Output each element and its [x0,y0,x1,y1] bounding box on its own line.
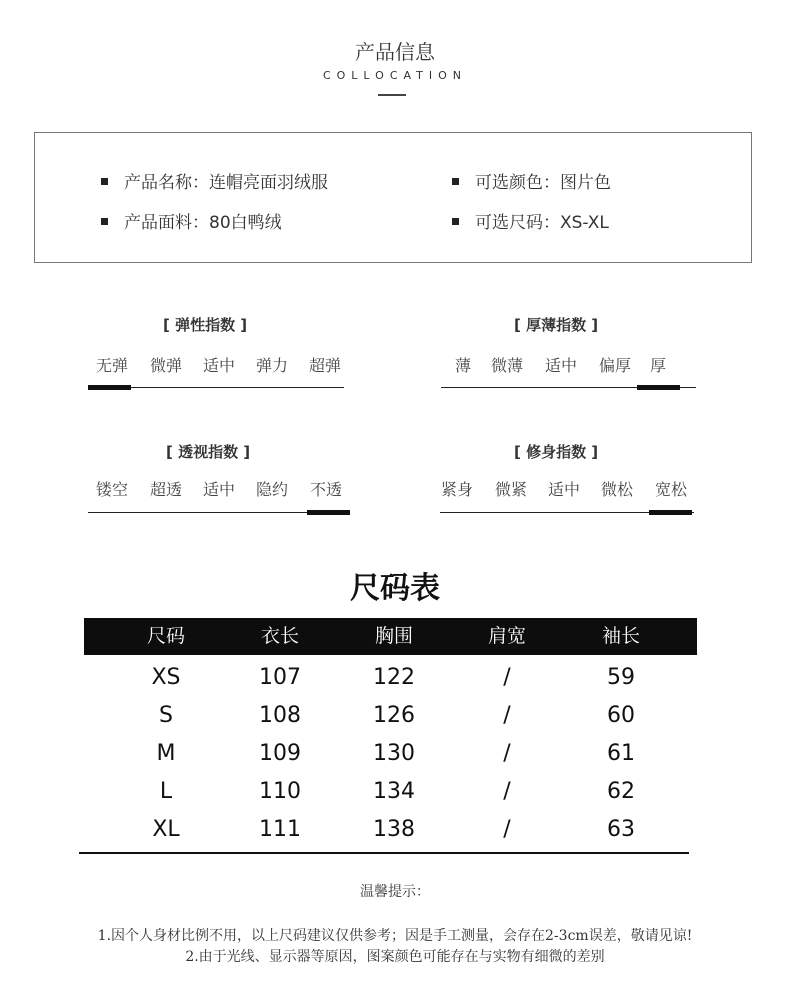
table-cell: / [503,741,511,766]
table-cell: 60 [607,703,635,728]
bullet-icon [101,218,108,225]
table-cell: L [159,779,173,804]
scale-title-thickness: [ 厚薄指数 ] [514,316,599,334]
bullet-icon [452,178,459,185]
notes-title: 温馨提示： [360,884,430,900]
column-header: 袖长 [601,625,640,647]
table-cell: / [503,779,511,804]
bullet-icon [101,178,108,185]
info-item-color [452,168,611,193]
scale-option: 微弹 [149,356,182,375]
table-cell: 111 [259,817,301,842]
column-header: 胸围 [374,625,413,647]
table-cell: 63 [607,817,635,842]
table-cell: XL [152,817,180,842]
table-cell: 61 [607,741,635,766]
table-cell: 59 [607,665,635,690]
table-cell: 138 [373,817,415,842]
scale-option: 微紧 [494,480,527,499]
page-subtitle: COLLOCATION [322,69,468,82]
table-cell: 109 [259,741,301,766]
info-item-label: 产品名称：连帽亮面羽绒服 [124,173,328,193]
info-item-label: 可选尺码：XS-XL [475,213,609,233]
scale-option: 薄 [454,356,471,375]
note-line: 2.由于光线、显示器等原因，图案颜色可能存在与实物有细微的差别 [185,949,605,965]
scale-option: 镂空 [95,480,128,499]
scale-title-elasticity: [ 弹性指数 ] [163,316,248,334]
bullet-icon [452,218,459,225]
info-item-label: 产品面料：80白鸭绒 [124,213,282,233]
scale-marker [637,385,680,390]
table-cell: 130 [373,741,415,766]
scale-marker [88,385,131,390]
scale-option: 微薄 [490,356,523,375]
table-cell: 62 [607,779,635,804]
title-divider [378,94,406,96]
table-cell: / [503,703,511,728]
info-item-label: 可选颜色：图片色 [475,173,611,193]
scale-option: 适中 [547,480,580,499]
scale-option: 适中 [202,480,235,499]
scale-option: 不透 [309,480,342,499]
scale-option: 紧身 [440,480,473,499]
scale-option: 厚 [649,356,666,375]
table-cell: 108 [259,703,301,728]
scale-option: 无弹 [95,356,128,375]
info-item-fabric [101,208,282,233]
scale-option: 微松 [600,480,633,499]
info-item-size [452,208,609,233]
scale-marker [649,510,692,515]
table-cell: / [503,665,511,690]
scale-option: 隐约 [255,480,288,499]
scale-title-transparency: [ 透视指数 ] [166,443,251,461]
scale-marker [307,510,350,515]
scale-option: 弹力 [255,356,288,375]
column-header: 肩宽 [487,625,526,647]
scale-option: 宽松 [654,480,687,499]
size-table-header [84,618,697,655]
scale-option: 偏厚 [598,356,631,375]
table-cell: 110 [259,779,301,804]
page-title: 产品信息 [355,40,435,64]
table-cell: XS [151,665,181,690]
table-cell: M [156,741,176,766]
table-cell: 107 [259,665,301,690]
scale-option: 适中 [544,356,577,375]
table-cell: 126 [373,703,415,728]
info-item-name [101,168,328,193]
table-cell: 134 [373,779,415,804]
table-bottom-rule [79,852,689,854]
table-cell: 122 [373,665,415,690]
scale-option: 适中 [202,356,235,375]
column-header: 衣长 [260,625,299,647]
note-line: 1.因个人身材比例不用，以上尺码建议仅供参考；因是手工测量，会存在2-3cm误差，敬请见谅! [97,928,693,944]
scale-option: 超透 [149,480,182,499]
table-cell: / [503,817,511,842]
column-header: 尺码 [146,625,185,647]
size-table-title: 尺码表 [350,571,440,606]
product-info-box [34,132,752,263]
table-cell: S [159,703,173,728]
scale-option: 超弹 [308,356,341,375]
scale-title-fit: [ 修身指数 ] [514,443,599,461]
